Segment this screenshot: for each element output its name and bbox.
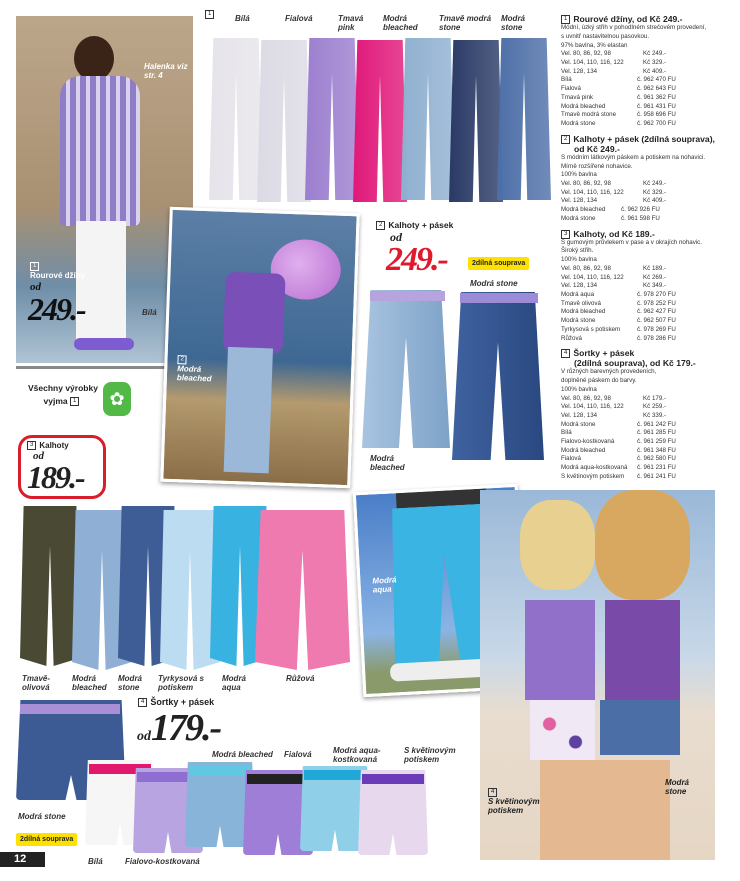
color-name: Modrá aqua-kostkovaná <box>561 464 628 472</box>
photo4-label-right: Modrá stone <box>665 778 689 796</box>
spec-num: 4 <box>561 349 570 358</box>
color-name: Tmavě modrá stone <box>561 111 617 119</box>
jeans-item <box>401 38 455 200</box>
shorts-color-label: Modrá bleached <box>212 750 273 759</box>
spec-title <box>561 134 737 154</box>
offer3-price-box <box>18 435 106 499</box>
color-code-row <box>561 429 737 438</box>
spec-title <box>561 229 737 239</box>
order-code: č. 961 242 FU <box>637 420 676 428</box>
color-code-row <box>561 300 737 309</box>
jeans-item <box>305 38 359 200</box>
girl-legs <box>76 221 126 346</box>
color-name: Bílá <box>561 429 572 437</box>
offer1-title: 1 Rourové džíny <box>30 263 86 281</box>
size-price-row <box>561 189 737 198</box>
color-code-row <box>561 120 737 129</box>
size-price: Kč 249.- <box>643 180 667 188</box>
shorts-color-label: S květinovým potiskem <box>404 746 456 764</box>
offer2-title: Kalhoty + pásek <box>388 220 454 230</box>
pants-color-label: Tyrkysová s potiskem <box>158 674 204 692</box>
color-code-row <box>561 438 737 447</box>
offer2-price: 249.- <box>386 241 447 278</box>
size-price-row <box>561 282 737 291</box>
order-code: č. 962 926 FU <box>621 206 660 214</box>
spec-desc: S gumovým průvlekem v pase a v okrajích nohavic. <box>561 238 702 246</box>
page-number: 12 <box>0 852 45 867</box>
size-price: Kč 259.- <box>643 403 667 411</box>
size-price: Kč 179.- <box>643 394 667 402</box>
order-code: č. 961 431 FU <box>637 102 676 110</box>
order-code: č. 961 285 FU <box>637 429 676 437</box>
color-code-row <box>561 473 737 482</box>
color-code-row <box>561 421 737 430</box>
offer4-od: od <box>137 729 151 744</box>
color-code-row <box>561 215 737 224</box>
spec-desc: 97% bavlna, 3% elastan <box>561 41 628 49</box>
offer1-price: 249.- <box>28 291 85 327</box>
color-code-row <box>561 76 737 85</box>
shorts-color-label: Modrá aqua-kostkovaná <box>333 746 381 764</box>
spec-desc: 100% bavlna <box>561 256 597 264</box>
order-code: č. 962 580 FU <box>637 455 676 463</box>
jeans-color-label: Bílá <box>235 14 250 23</box>
spec-title-text: Kalhoty + pásek (2dílná souprava), <box>573 133 715 144</box>
color-name: Modrá stone <box>561 420 596 428</box>
jeans-color-label: Tmavě modrá stone <box>439 14 492 32</box>
size-label: Vel. 80, 86, 92, 98 <box>561 264 611 272</box>
size-label: Vel. 80, 86, 92, 98 <box>561 180 611 188</box>
size-label: Vel. 128, 134 <box>561 411 598 419</box>
jeans-color-label: Tmavá pink <box>338 14 364 32</box>
offer2-badge: 2dílná souprava <box>468 257 529 270</box>
color-code-row <box>561 335 737 344</box>
order-code: č. 961 231 FU <box>637 464 676 472</box>
spec-desc: V různých barevných provedeních, <box>561 368 657 376</box>
size-price: Kč 329.- <box>643 59 667 67</box>
spec-title-text: Rourové džíny, od Kč 249.- <box>573 14 683 24</box>
color-name: Modrá aqua <box>561 290 595 298</box>
size-price: Kč 339.- <box>643 411 667 419</box>
offer4-price-line <box>137 709 220 747</box>
girl-top <box>223 272 286 354</box>
color-name: Modrá bleached <box>561 102 606 110</box>
jeans-belt-icon <box>370 291 445 301</box>
jeans-strip <box>205 10 553 206</box>
offer3-title: Kalhoty <box>39 441 69 450</box>
girl-tunic <box>60 76 140 226</box>
offer4-price: 179.- <box>151 707 221 749</box>
color-code-row <box>561 464 737 473</box>
offer4-badge: 2dílná souprava <box>16 833 77 846</box>
offer4-title: Šortky + pásek <box>150 697 215 707</box>
girl-right-hair <box>595 490 690 600</box>
color-code-row <box>561 206 737 215</box>
photo2-label: 2 Modrá bleached <box>176 356 212 384</box>
offer2-header: 2 Kalhoty + pásek <box>376 220 453 230</box>
color-name: Bílá <box>561 76 572 84</box>
jeans-color-label: Modrá bleached <box>383 14 418 32</box>
blouse-note: Halenka viz str. 4 <box>144 62 188 80</box>
order-code: č. 962 507 FU <box>637 317 676 325</box>
spec-num: 3 <box>561 230 570 239</box>
color-name: Modrá bleached <box>561 446 606 454</box>
size-price-row <box>561 395 737 404</box>
order-code: č. 962 470 FU <box>637 76 676 84</box>
size-label: Vel. 128, 134 <box>561 197 598 205</box>
order-code: č. 961 362 FU <box>637 93 676 101</box>
spec-title-text2: od Kč 249.- <box>574 143 620 154</box>
shorts-color-label: Fialovo-kostkovaná <box>125 857 200 866</box>
spec-desc: Mírně rozšířené nohavice. <box>561 162 633 170</box>
jeans-belt-icon <box>460 293 538 303</box>
photo3-label: Modrá aqua <box>372 575 397 595</box>
spec-desc: S módním látkovým páskem a potiskem na nohavici. <box>561 153 706 161</box>
shorts-belt <box>189 766 251 776</box>
color-name: Fialovo-kostkovaná <box>561 438 615 446</box>
spec-desc: Módní, úzký střih v pohodlném strečovém provedení, <box>561 24 707 32</box>
order-code: č. 978 270 FU <box>637 290 676 298</box>
order-code: č. 978 269 FU <box>637 325 676 333</box>
pants-item <box>20 506 80 666</box>
girl-left-hair <box>520 500 595 590</box>
girl-left-top <box>525 600 595 700</box>
size-price: Kč 409.- <box>643 67 667 75</box>
size-price-row <box>561 412 737 421</box>
divider <box>16 366 166 369</box>
size-label: Vel. 104, 110, 116, 122 <box>561 188 624 196</box>
girl-jeans <box>224 347 273 473</box>
size-price: Kč 329.- <box>643 188 667 196</box>
pants-color-label: Růžová <box>286 674 315 683</box>
pants-color-label: Modrá bleached <box>72 674 107 692</box>
girl-figure <box>74 36 114 81</box>
color-code-row <box>561 447 737 456</box>
size-price-row <box>561 265 737 274</box>
jeans-item <box>353 40 407 202</box>
size-label: Vel. 80, 86, 92, 98 <box>561 50 611 58</box>
color-code-row <box>561 85 737 94</box>
color-code-row <box>561 317 737 326</box>
jeans-stone <box>452 292 544 460</box>
color-name: Fialová <box>561 85 581 93</box>
spec-title-text: Šortky + pásek <box>573 348 635 359</box>
offer3-od: od <box>33 450 44 462</box>
color-name: S květinovým potiskem <box>561 472 625 480</box>
jeans-color-label: Fialová <box>285 14 313 23</box>
color-code-row <box>561 103 737 112</box>
spec-title <box>561 14 737 24</box>
shorts-belt <box>20 704 120 714</box>
offer2-label-bleached: Modrá bleached <box>370 454 405 472</box>
spec-desc: 100% bavlna <box>561 385 597 393</box>
cotton-text: Všechny výrobky <box>28 383 98 393</box>
order-code: č. 961 241 FU <box>637 472 676 480</box>
size-label: Vel. 104, 110, 116, 122 <box>561 403 624 411</box>
size-price-row <box>561 59 737 68</box>
girl-right-top <box>605 600 680 700</box>
size-label: Vel. 80, 86, 92, 98 <box>561 394 611 402</box>
spec-desc: 100% bavlna <box>561 171 597 179</box>
color-name: Modrá bleached <box>561 308 606 316</box>
order-code: č. 961 259 FU <box>637 438 676 446</box>
pants-color-label: Modrá aqua <box>222 674 246 692</box>
spec-num: 1 <box>561 15 570 24</box>
jeans-strip-num: 1 <box>205 10 217 19</box>
photo-two-girls <box>480 490 715 860</box>
size-price-row <box>561 403 737 412</box>
cotton-note <box>28 382 98 408</box>
order-code: č. 961 598 FU <box>621 214 660 222</box>
color-name: Modrá stone <box>561 317 596 325</box>
shorts-color-label: Fialová <box>284 750 312 759</box>
size-label: Vel. 104, 110, 116, 122 <box>561 273 624 281</box>
floral-shorts <box>530 700 595 760</box>
size-price-row <box>561 197 737 206</box>
spec-title-text2: (2dílná souprava), od Kč 179.- <box>574 358 696 369</box>
color-code-row <box>561 111 737 120</box>
color-name: Modrá stone <box>561 214 596 222</box>
color-name: Tmavě olivová <box>561 299 601 307</box>
girl-shoes <box>74 338 134 350</box>
spec-title <box>561 348 737 368</box>
offer4-header: 4 Šortky + pásek <box>138 697 214 707</box>
jeans-item <box>497 38 551 200</box>
size-price: Kč 249.- <box>643 50 667 58</box>
color-code-row <box>561 455 737 464</box>
order-code: č. 978 286 FU <box>637 334 676 342</box>
offer2-label-stone: Modrá stone <box>470 279 518 288</box>
pants-item <box>255 510 350 670</box>
offer1-od: od <box>30 281 41 293</box>
offer3-price: 189.- <box>27 459 84 495</box>
size-price: Kč 189.- <box>643 264 667 272</box>
spec-title-text: Kalhoty, od Kč 189.- <box>573 228 655 239</box>
spec-num: 2 <box>561 135 570 144</box>
color-code-row <box>561 308 737 317</box>
shorts-belt <box>304 770 366 780</box>
size-label: Vel. 128, 134 <box>561 282 598 290</box>
color-name: Modrá bleached <box>561 206 606 214</box>
color-name: Růžová <box>561 334 582 342</box>
cotton-text2: vyjma <box>43 396 68 406</box>
photo-girl-with-ball <box>160 207 359 488</box>
shorts-belt <box>247 774 309 784</box>
offer1-color-label: Bílá <box>142 308 157 317</box>
stone-shorts <box>600 700 680 755</box>
jeans-item <box>209 38 263 200</box>
size-price-row <box>561 274 737 283</box>
pants-color-label: Tmavě-olivová <box>22 674 51 692</box>
jeans-color-label: Modrá stone <box>501 14 525 32</box>
order-code: č. 962 700 FU <box>637 119 676 127</box>
pants-color-label: Modrá stone <box>118 674 142 692</box>
shorts-color-label: Bílá <box>88 857 103 866</box>
size-price: Kč 349.- <box>643 282 667 290</box>
spec-desc: Široký střih. <box>561 247 594 255</box>
color-name: Fialová <box>561 455 581 463</box>
jeans-item <box>257 40 311 202</box>
shorts-color-label: Modrá stone <box>18 812 66 821</box>
color-name: Tyrkysová s potiskem <box>561 325 621 333</box>
product-specs <box>561 14 737 482</box>
size-price-row <box>561 50 737 59</box>
color-name: Modrá stone <box>561 119 596 127</box>
color-code-row <box>561 326 737 335</box>
spec-desc: doplněné páskem do barvy. <box>561 377 637 385</box>
size-price-row <box>561 180 737 189</box>
size-label: Vel. 104, 110, 116, 122 <box>561 59 624 67</box>
order-code: č. 962 643 FU <box>637 85 676 93</box>
offer3-num: 3 <box>27 441 36 450</box>
legs <box>540 760 670 860</box>
jeans-bleached <box>362 290 450 448</box>
order-code: č. 958 696 FU <box>637 111 676 119</box>
order-code: č. 961 348 FU <box>637 446 676 454</box>
color-code-row <box>561 291 737 300</box>
photo4-label-left: 4 S květinovým potiskem <box>488 789 540 816</box>
jeans-item <box>449 40 503 202</box>
cotton-num: 1 <box>70 397 79 406</box>
size-price-row <box>561 68 737 77</box>
cotton-logo-icon: ✿ <box>103 382 131 416</box>
order-code: č. 962 427 FU <box>637 308 676 316</box>
shorts-belt <box>362 774 424 784</box>
size-price: Kč 269.- <box>643 273 667 281</box>
size-price: Kč 409.- <box>643 197 667 205</box>
size-label: Vel. 128, 134 <box>561 67 598 75</box>
order-code: č. 978 252 FU <box>637 299 676 307</box>
spec-desc: s uvnitř nastavitelnou pasovkou. <box>561 32 650 40</box>
color-code-row <box>561 94 737 103</box>
offer2-od: od <box>390 230 402 244</box>
color-name: Tmavá pink <box>561 93 593 101</box>
